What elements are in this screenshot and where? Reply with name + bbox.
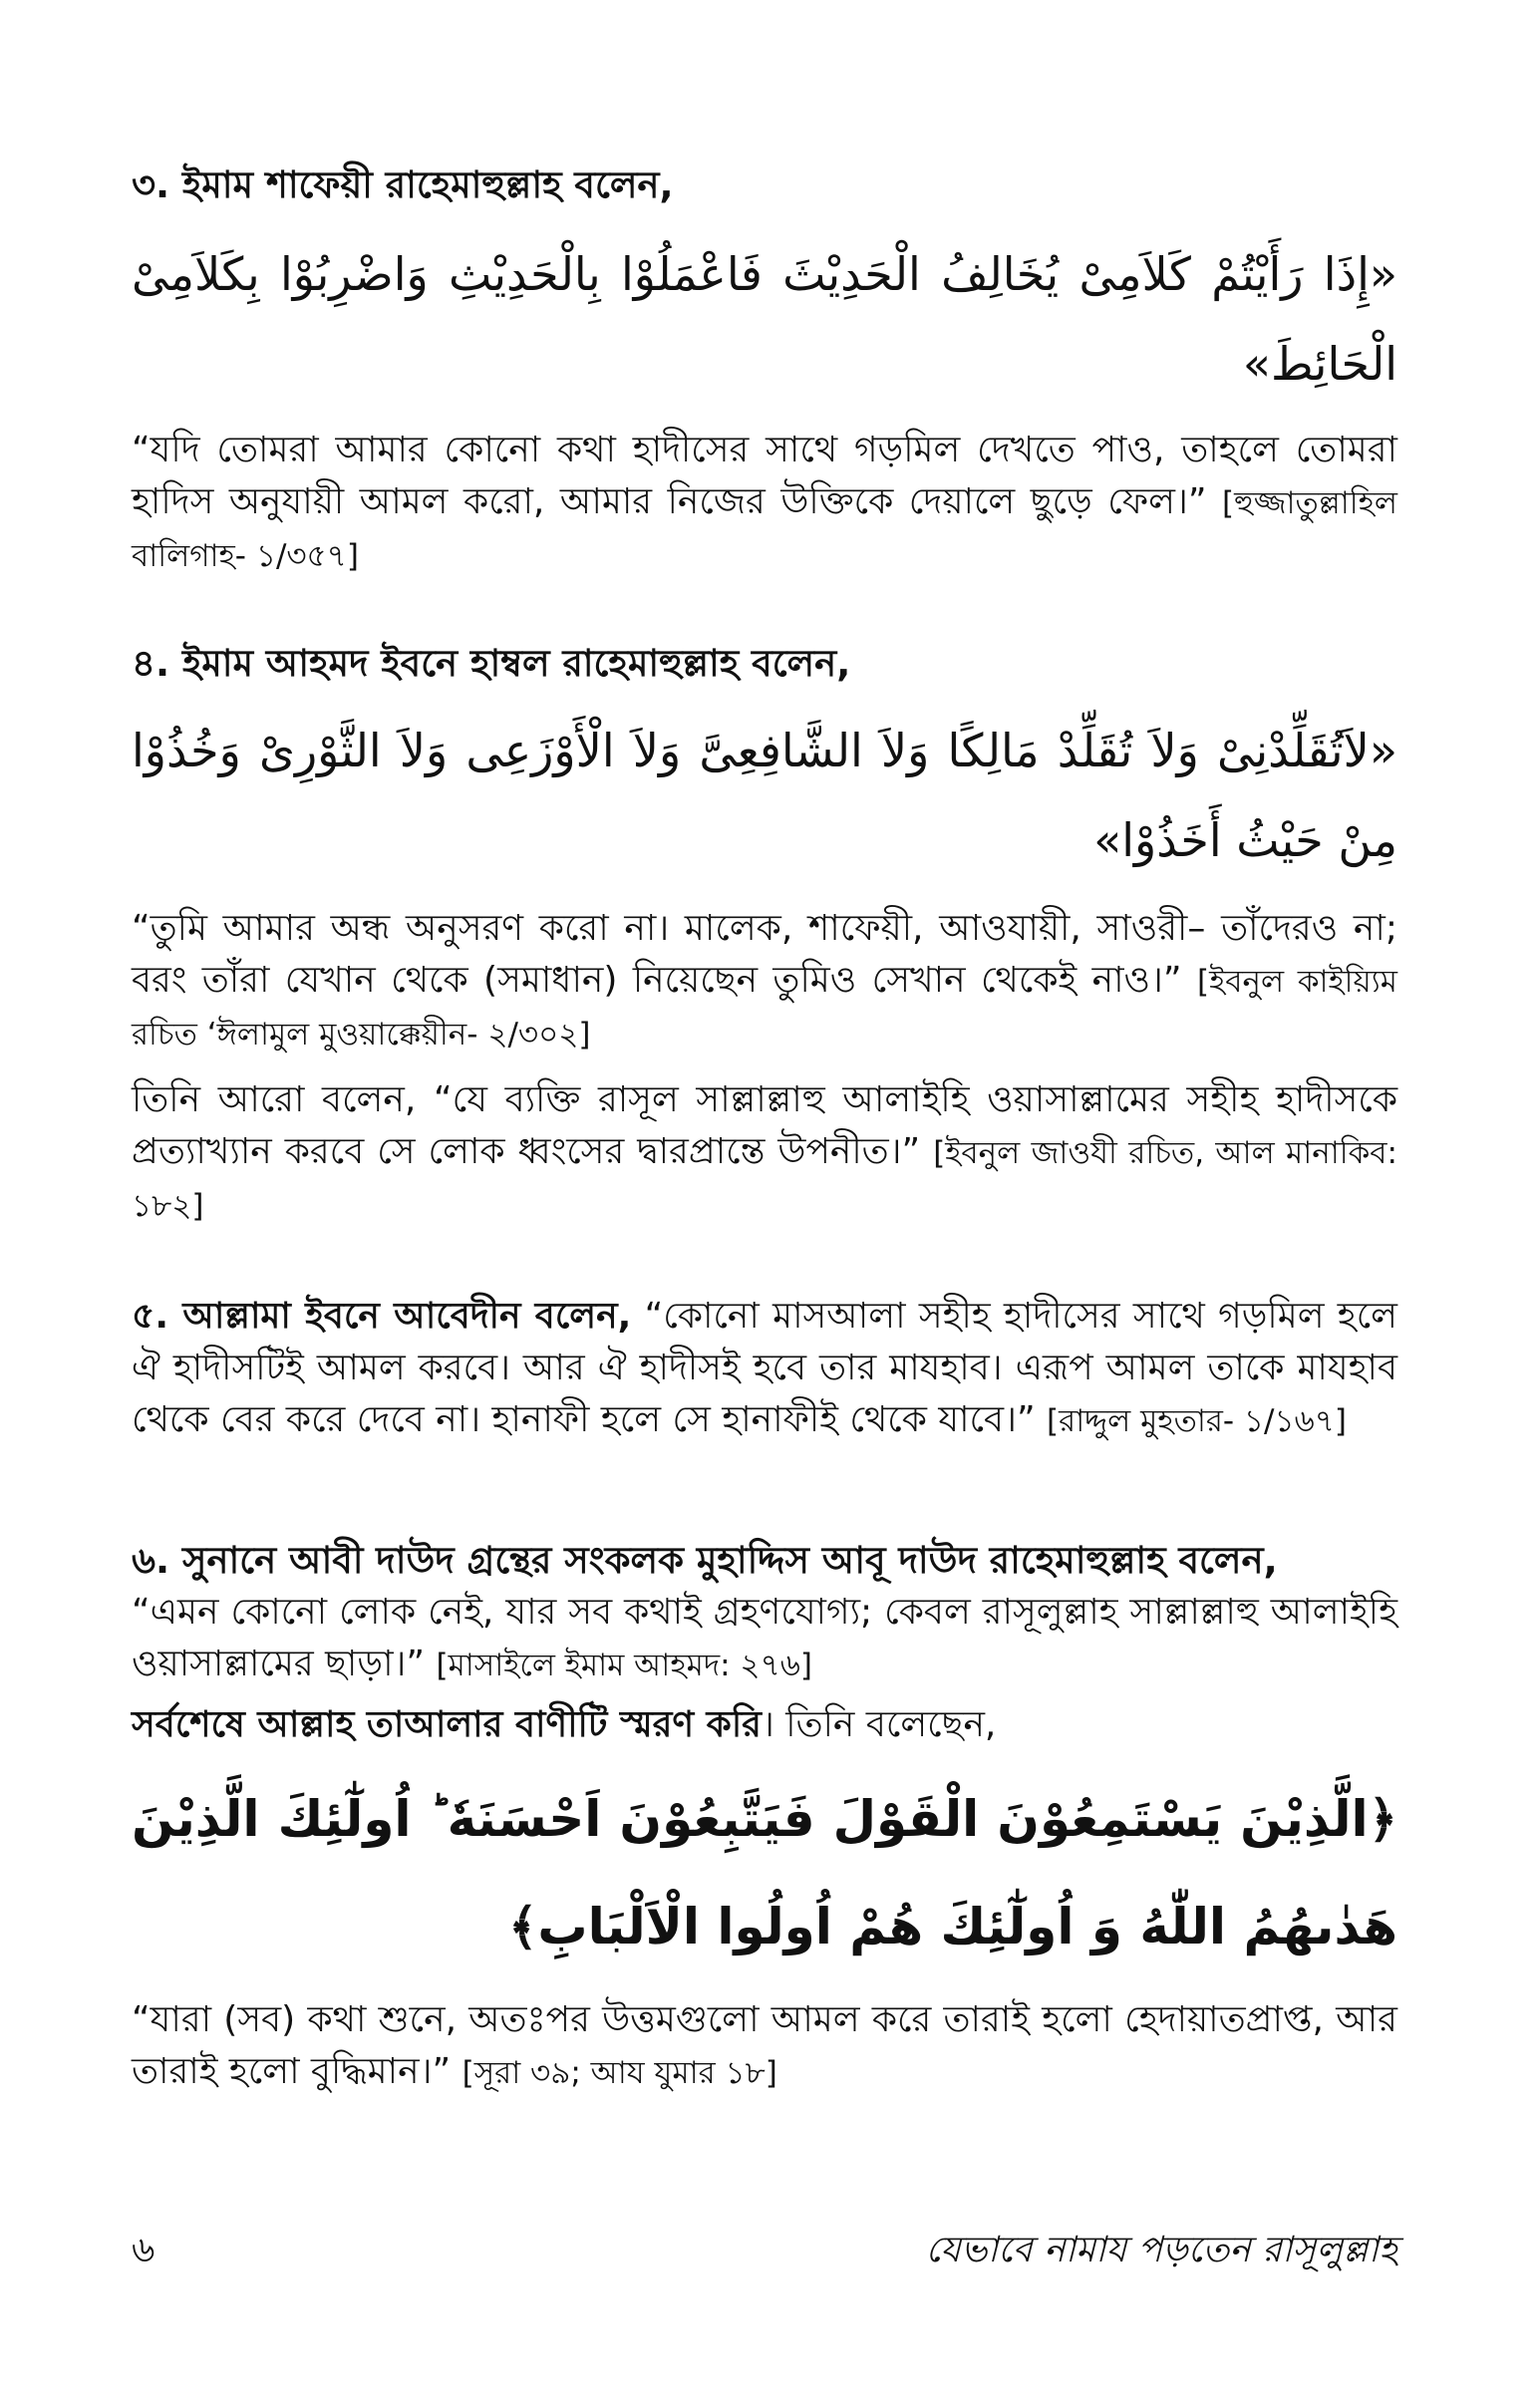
section-4-heading: ৪. ইমাম আহমদ ইবনে হাম্বল রাহেমাহুল্লাহ বলেন, <box>132 642 851 685</box>
section-4-more-reference: [ইবনুল জাওযী রচিত, আল মানাকিব: ১৮২] <box>132 1135 1398 1224</box>
section-5-reference: [রাদ্দুল মুহতার- ১/১৬৭] <box>1047 1403 1347 1439</box>
final-quote: “যারা (সব) কথা শুনে, অতঃপর উত্তমগুলো আমল করে তারাই হলো হেদায়াতপ্রাপ্ত, আর তারাই হলো বুদ্ধিমান।” <box>132 1999 1397 2092</box>
final-section <box>132 1699 1397 2099</box>
section-3-quote: “যদি তোমরা আমার কোনো কথা হাদীসের সাথে গড়মিল দেখতে পাও, তাহলে তোমরা হাদিস অনুযায়ী আমল করো, আমার নিজের উক্তিকে দেয়ালে ছুড়ে ফেল।” <box>132 430 1397 522</box>
section-6 <box>132 1535 1397 1691</box>
section-3-arabic-quote: «إِذَا رَأَيْتُمْ كَلاَمِىْ يُخَالِفُ الْحَدِيْثَ فَاعْمَلُوْا بِالْحَدِيْثِ وَاضْرِبُوْا بِكَلاَمِىْ الْحَائِطَ» <box>132 247 1397 391</box>
section-4-arabic-quote: «لاَتُقَلِّدْنِىْ وَلاَ تُقَلِّدْ مَالِكًا وَلاَ الشَّافِعِىَّ وَلاَ الْأَوْزَعِى وَلاَ الثَّوْرِىْ وَخُذُوْا مِنْ حَيْثُ أَخَذُوْا» <box>132 724 1397 867</box>
section-3-heading: ৩. ইমাম শাফেয়ী রাহেমাহুল্লাহ বলেন, <box>132 163 674 206</box>
section-5-text: “কোনো মাসআলা সহীহ হাদীসের সাথে গড়মিল হলে ঐ হাদীসটিই আমল করবে। আর ঐ হাদীসই হবে তার মাযহাব। এরূপ আমল তাকে মাযহাব থেকে বের করে দেবে না। হানাফী হলে সে হানাফীই থেকে যাবে।” <box>132 1296 1397 1440</box>
section-6-reference: [মাসাইলে ইমাম আহমদ: ২৭৬] <box>436 1648 812 1683</box>
final-reference: [সূরা ৩৯; আয যুমার ১৮] <box>462 2055 777 2091</box>
section-6-paragraph <box>132 1587 1397 1691</box>
quran-verse: ﴿الَّذِيْنَ يَسْتَمِعُوْنَ الْقَوْلَ فَيَتَّبِعُوْنَ اَحْسَنَهٗ ؕ اُولٰٓئِكَ الَّذِيْنَ هَدٰىهُمُ اللّٰهُ وَ اُولٰٓئِكَ هُمْ اُولُوا الْاَلْبَابِ﴾ <box>132 1790 1397 1956</box>
section-5-paragraph <box>132 1291 1397 1447</box>
section-4-translation <box>132 903 1397 1060</box>
final-intro-rest: । তিনি বলেছেন, <box>761 1704 997 1745</box>
section-6-text: “এমন কোনো লোক নেই, যার সব কথাই গ্রহণযোগ্য; কেবল রাসূলুল্লাহ সাল্লাল্লাহু আলাইহি ওয়াসাল্লামের ছাড়া।” <box>132 1592 1397 1684</box>
final-heading: সর্বশেষে আল্লাহ তাআলার বাণীটি স্মরণ করি <box>132 1704 762 1745</box>
running-title: যেভাবে নামায পড়তেন রাসূলুল্লাহ <box>925 2230 1397 2270</box>
section-4 <box>132 638 1397 1232</box>
section-5-heading: ৫. আল্লামা ইবনে আবেদীন বলেন, <box>132 1296 632 1337</box>
final-translation <box>132 1994 1397 2099</box>
page-footer <box>132 2225 1397 2280</box>
page-number: ৬ <box>132 2230 155 2270</box>
section-3-reference: [হুজ্জাতুল্লাহিল বালিগাহ- ১/৩৫৭] <box>132 485 1397 574</box>
section-4-additional-quote <box>132 1074 1397 1232</box>
section-3 <box>132 159 1397 582</box>
section-5 <box>132 1291 1397 1447</box>
section-4-quote: “তুমি আমার অন্ধ অনুসরণ করো না। মালেক, শাফেয়ী, আওযায়ী, সাওরী– তাঁদেরও না; বরং তাঁরা যেখান থেকে (সমাধান) নিয়েছেন তুমিও সেখান থেকেই নাও।” <box>132 908 1397 1001</box>
section-4-reference: [ইবনুল কাইয়্যিম রচিত ‘ঈলামুল মুওয়াক্কেয়ীন- ২/৩০২] <box>132 964 1397 1053</box>
final-intro <box>132 1699 1397 1751</box>
section-6-heading: ৬. সুনানে আবী দাউদ গ্রন্থের সংকলক মুহাদ্দিস আবূ দাউদ রাহেমাহুল্লাহ বলেন, <box>132 1539 1278 1582</box>
section-4-more-text: তিনি আরো বলেন, “যে ব্যক্তি রাসূল সাল্লাল্লাহু আলাইহি ওয়াসাল্লামের সহীহ হাদীসকে প্রত্যাখ্যান করবে সে লোক ধ্বংসের দ্বারপ্রান্তে উপনীত।” <box>132 1079 1397 1172</box>
section-3-translation <box>132 425 1397 582</box>
